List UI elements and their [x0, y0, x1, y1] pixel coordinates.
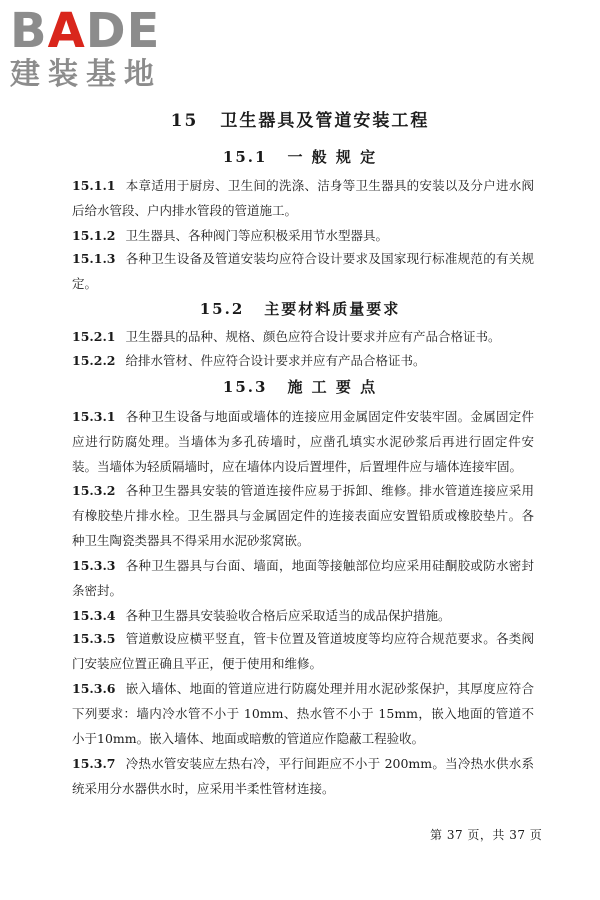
clause-number: 15.2.1	[72, 329, 116, 344]
clause-text: 各种卫生器具安装验收合格后应采取适当的成品保护措施。	[125, 608, 451, 623]
page-number: 第 37 页，共 37 页	[430, 828, 543, 842]
section-heading: 施 工 要 点	[287, 378, 378, 396]
clause-text: 各种卫生设备及管道安装均应符合设计要求及国家现行标准规范的有关规定。	[72, 251, 534, 291]
clause-15-3-6	[72, 676, 534, 751]
clause-number: 15.3.7	[72, 756, 116, 771]
clause-15-1-2	[72, 223, 534, 248]
clause-text: 卫生器具、各种阀门等应积极采用节水型器具。	[125, 228, 389, 243]
logo-wordmark	[10, 3, 180, 59]
clause-number: 15.3.3	[72, 558, 116, 573]
clause-text: 各种卫生设备与地面或墙体的连接应用金属固定件安装牢固。金属固定件应进行防腐处理。当墙体为多孔砖墙时，应凿孔填实水泥砂浆后再进行固定件安装。当墙体为轻质隔墙时，应在墙体内设后置埋件，后置埋件应与墙体连接牢固。	[72, 409, 534, 474]
clause-text: 给排水管材、件应符合设计要求并应有产品合格证书。	[125, 353, 426, 368]
chapter-number: 15	[170, 111, 199, 131]
clause-15-1-3	[72, 246, 534, 296]
clause-text: 各种卫生器具安装的管道连接件应易于拆卸、维修。排水管道连接应采用有橡胶垫片排水栓。卫生器具与金属固定件的连接表面应安置铅质或橡胶垫片。各种卫生陶瓷类器具不得采用水泥砂浆窝嵌。	[72, 483, 534, 548]
clause-15-1-1	[72, 173, 534, 223]
section-heading: 主要材料质量要求	[264, 300, 401, 318]
clause-number: 15.3.2	[72, 483, 116, 498]
clause-text: 冷热水管安装应左热右冷，平行间距应不小于 200mm。当冷热水供水系统采用分水器供水时，应采用半柔性管材连接。	[72, 756, 534, 796]
clause-number: 15.3.1	[72, 409, 116, 424]
clause-15-3-4	[72, 603, 534, 628]
section-number: 15.2	[199, 300, 245, 318]
clause-number: 15.3.5	[72, 631, 116, 646]
chapter-heading: 卫生器具及管道安装工程	[220, 111, 430, 131]
clause-15-3-5	[72, 626, 534, 676]
clause-15-3-2	[72, 478, 534, 553]
clause-text: 本章适用于厨房、卫生间的洗涤、洁身等卫生器具的安装以及分户进水阀后给水管段、户内排水管段的管道施工。	[72, 178, 534, 218]
section-heading: 一 般 规 定	[287, 148, 378, 166]
section-title-15-3	[0, 376, 600, 397]
clause-text: 卫生器具的品种、规格、颜色应符合设计要求并应有产品合格证书。	[125, 329, 501, 344]
section-number: 15.3	[222, 378, 268, 396]
clause-15-2-2	[72, 348, 534, 373]
clause-number: 15.2.2	[72, 353, 116, 368]
clause-number: 15.1.2	[72, 228, 116, 243]
logo-letters-de: DE	[85, 3, 161, 59]
section-title-15-1	[0, 146, 600, 167]
clause-text: 嵌入墙体、地面的管道应进行防腐处理并用水泥砂浆保护，其厚度应符合下列要求：墙内冷水管不小于 10mm、热水管不小于 15mm，嵌入地面的管道不小于10mm。嵌入墙体、地面或暗敷的管道应作隐蔽工程验收。	[72, 681, 534, 746]
logo-letter-a-accent: A	[47, 3, 86, 59]
chapter-title	[0, 106, 600, 131]
clause-15-3-3	[72, 553, 534, 603]
section-number: 15.1	[222, 148, 268, 166]
clause-number: 15.1.1	[72, 178, 116, 193]
logo-subtitle: 建装基地	[10, 57, 162, 92]
clause-15-3-1	[72, 404, 534, 479]
clause-15-2-1	[72, 324, 534, 349]
clause-number: 15.1.3	[72, 251, 116, 266]
clause-15-3-7	[72, 751, 534, 801]
clause-text: 管道敷设应横平竖直，管卡位置及管道坡度等均应符合规范要求。各类阀门安装应位置正确且平正，便于使用和维修。	[72, 631, 534, 671]
bade-logo	[10, 3, 180, 92]
clause-text: 各种卫生器具与台面、墙面，地面等接触部位均应采用硅酮胶或防水密封条密封。	[72, 558, 534, 598]
section-title-15-2	[0, 298, 600, 319]
logo-letter-b: B	[10, 3, 48, 59]
clause-number: 15.3.6	[72, 681, 116, 696]
clause-number: 15.3.4	[72, 608, 116, 623]
